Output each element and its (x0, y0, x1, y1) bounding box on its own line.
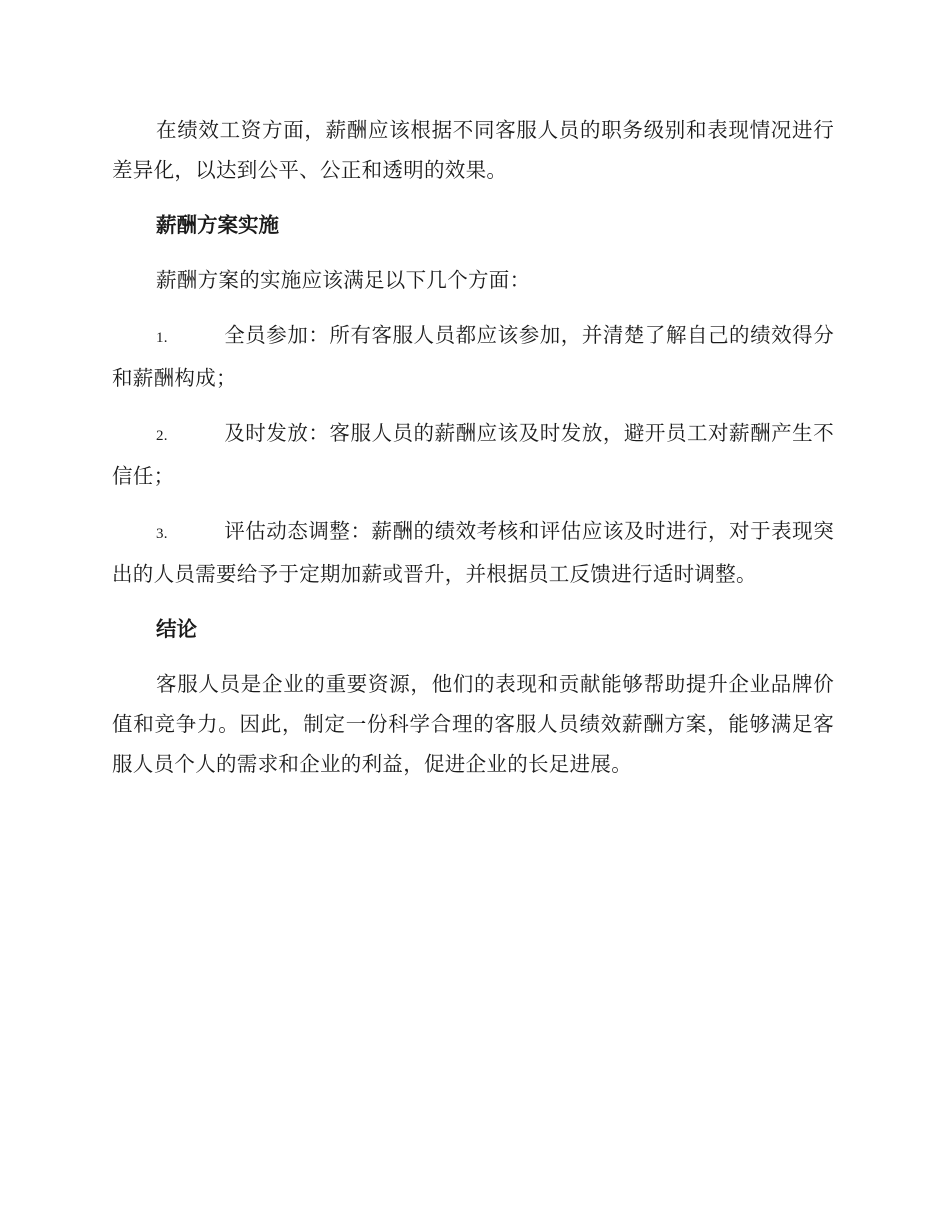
list-item (112, 413, 834, 496)
list-text: 及时发放：客服人员的薪酬应该及时发放，避开员工对薪酬产生不信任； (112, 421, 834, 488)
list-text: 全员参加：所有客服人员都应该参加，并清楚了解自己的绩效得分和薪酬构成； (112, 323, 834, 390)
list-item (112, 511, 834, 594)
section-heading-implementation: 薪酬方案实施 (156, 213, 279, 237)
implementation-lead: 薪酬方案的实施应该满足以下几个方面： (156, 268, 531, 292)
conclusion-paragraph: 客服人员是企业的重要资源，他们的表现和贡献能够帮助提升企业品牌价值和竞争力。因此，制定一份科学合理的客服人员绩效薪酬方案，能够满足客服人员个人的需求和企业的利益，促进企业的长足进展。 (112, 672, 834, 776)
list-number: 2. (156, 428, 168, 444)
section-heading-conclusion: 结论 (156, 617, 197, 641)
list-item (112, 315, 834, 398)
intro-paragraph: 在绩效工资方面，薪酬应该根据不同客服人员的职务级别和表现情况进行差异化，以达到公平、公正和透明的效果。 (112, 118, 834, 182)
list-number: 1. (156, 330, 168, 346)
list-number: 3. (156, 526, 168, 542)
document-page (112, 110, 834, 799)
list-text: 评估动态调整：薪酬的绩效考核和评估应该及时进行，对于表现突出的人员需要给予于定期加薪或晋升，并根据员工反馈进行适时调整。 (112, 519, 834, 586)
